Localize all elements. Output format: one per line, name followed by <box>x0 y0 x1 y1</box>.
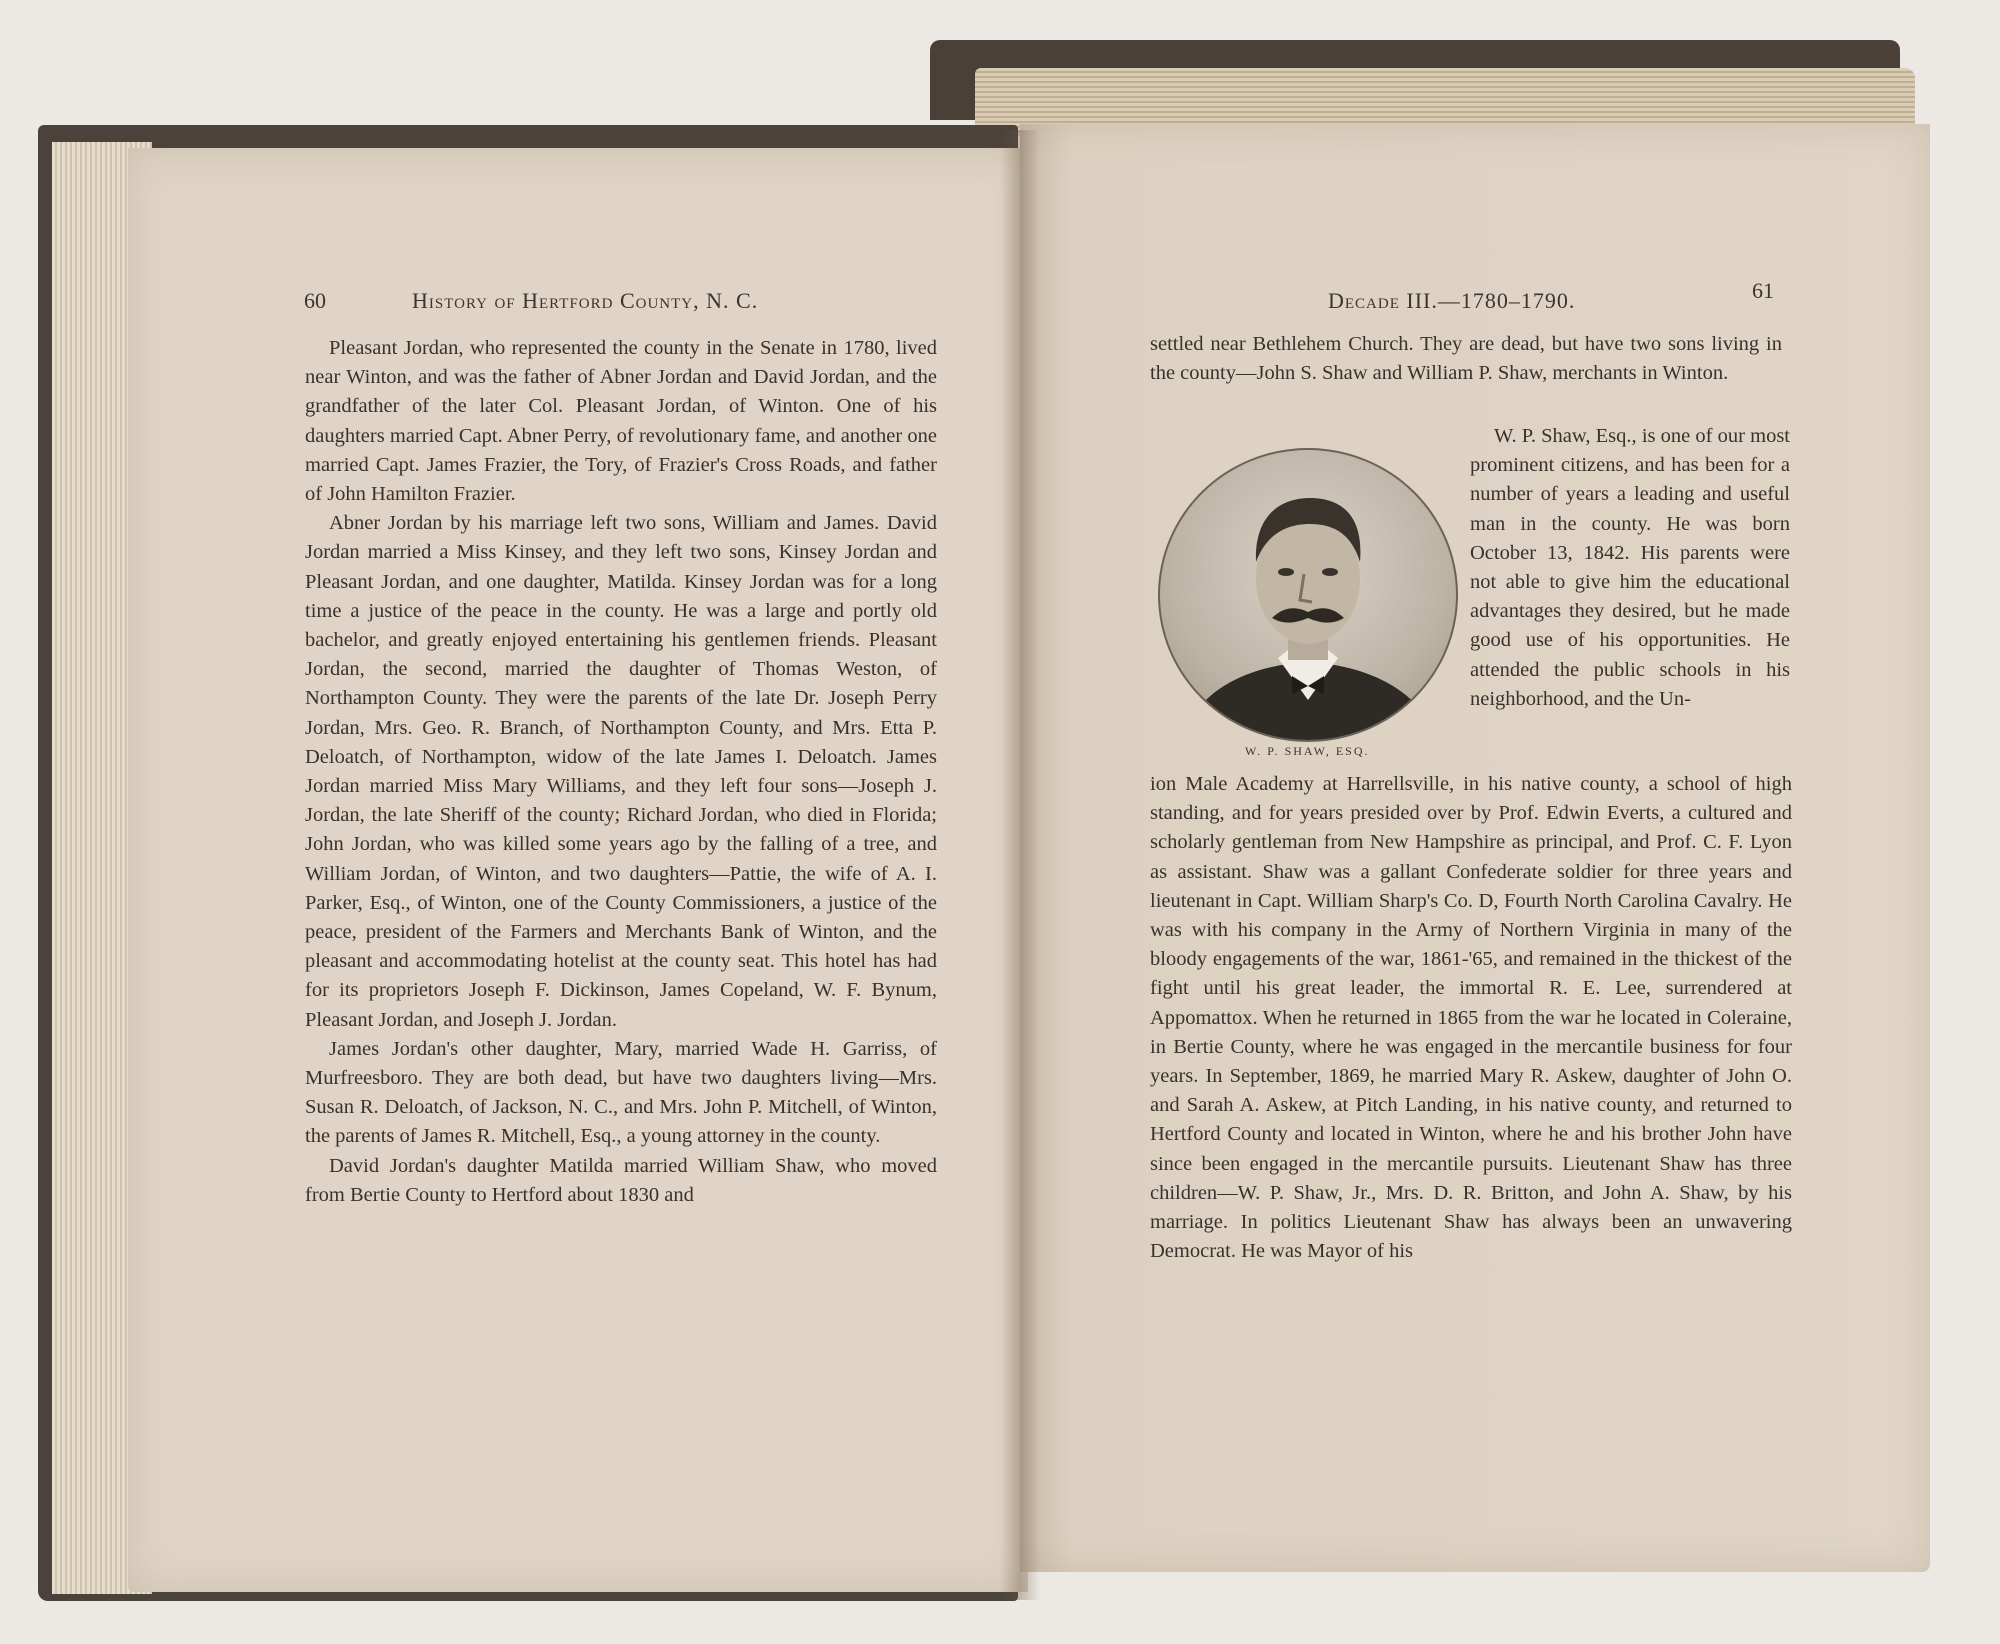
paragraph: David Jordan's daughter Matilda married William Shaw, who moved from Bertie County to Hertford about 1830 and <box>305 1154 937 1206</box>
right-page-number: 61 <box>1752 278 1774 303</box>
right-running-head: Decade III.—1780–1790. <box>1328 288 1576 313</box>
paragraph: settled near Bethlehem Church. They are dead, but have two sons living in the county—John S. Shaw and William P. Shaw, merchants in Winton. <box>1150 333 1782 385</box>
paragraph: Abner Jordan by his marriage left two sons, William and James. David Jordan married a Miss Kinsey, and they left two sons, Kinsey Jordan and Pleasant Jordan, and one daughter, Matilda. Kinsey Jordan was for a long time a justice of the peace in the county. He was a large and portly old bachelor, and greatly enjoyed entertaining his gentlemen friends. Pleasant Jordan, the second, married the daughter of Thomas Weston, of Northampton County. They were the parents of the late Dr. Joseph Perry Jordan, Mrs. Geo. R. Branch, of Northampton County, and Mrs. Etta P. Deloatch, of Northampton, widow of the late James I. Deloatch. James Jordan married Miss Mary Williams, and they left four sons—Joseph J. Jordan, the late Sheriff of the county; Richard Jordan, who died in Florida; John Jordan, who was killed some years ago by the falling of a tree, and William Jordan, of Winton, and two daughters—Pattie, the wife of A. I. Parker, Esq., of Winton, one of the County Commissioners, a justice of the peace, president of the Farmers and Merchants Bank of Winton, and the pleasant and accommodating hotelist at the county seat. This hotel has had for its proprietors Joseph F. Dickinson, James Copeland, W. F. Bynum, Pleasant Jordan, and Joseph J. Jordan. <box>305 512 937 1031</box>
portrait-illustration <box>1160 450 1456 740</box>
paragraph: James Jordan's other daughter, Mary, married Wade H. Garriss, of Murfreesboro. They are both dead, but have two daughters living—Mrs. Susan R. Deloatch, of Jackson, N. C., and Mrs. John P. Mitchell, of Winton, the parents of James R. Mitchell, Esq., a young attorney in the county. <box>305 1037 937 1148</box>
portrait-image <box>1158 448 1458 742</box>
left-page-number: 60 <box>304 288 326 313</box>
left-running-head: History of Hertford County, N. C. <box>412 288 759 313</box>
paragraph: W. P. Shaw, Esq., is one of our most prominent citizens, and has been for a number of years a leading and useful man in the county. He was born October 13, 1842. His parents were not able to give him the educational advantages they desired, but he made good use of his opportunities. He attended the public schools in his neighborhood, and the Un- <box>1470 425 1790 710</box>
right-page-body-top <box>1150 330 1782 388</box>
right-page-body-bottom <box>1150 770 1792 1266</box>
portrait-caption: W. P. SHAW, ESQ. <box>1245 744 1370 758</box>
right-page-body-wrap <box>1470 422 1790 714</box>
book-gutter <box>1000 130 1040 1600</box>
paragraph: Pleasant Jordan, who represented the county in the Senate in 1780, lived near Winton, and was the father of Abner Jordan and David Jordan, and the grandfather of the later Col. Pleasant Jordan, of Winton. One of his daughters married Capt. Abner Perry, of revolutionary fame, and another one married Capt. James Frazier, the Tory, of Frazier's Cross Roads, and father of John Hamilton Frazier. <box>305 337 937 506</box>
left-page-body <box>305 334 937 1210</box>
paragraph: ion Male Academy at Harrellsville, in his native county, a school of high standing, and for years presided over by Prof. Edwin Everts, a cultured and scholarly gentleman from New Hampshire as principal, and Prof. C. F. Lyon as assistant. Shaw was a gallant Confederate soldier for three years and lieutenant in Capt. William Sharp's Co. D, Fourth North Carolina Cavalry. He was with his company in the Army of Northern Virginia in many of the bloody engagements of the war, 1861-'65, and remained in the thickest of the fight until his great leader, the immortal R. E. Lee, surrendered at Appomattox. When he returned in 1865 from the war he located in Coleraine, in Bertie County, where he was engaged in the mercantile business for four years. In September, 1869, he married Mary R. Askew, daughter of John O. and Sarah A. Askew, at Pitch Landing, in his native county, and returned to Hertford County and located in Winton, where he and his brother John have since been engaged in the mercantile pursuits. Lieutenant Shaw has three children—W. P. Shaw, Jr., Mrs. D. R. Britton, and John A. Shaw, by his marriage. In politics Lieutenant Shaw has always been an unwavering Democrat. He was Mayor of his <box>1150 773 1792 1263</box>
